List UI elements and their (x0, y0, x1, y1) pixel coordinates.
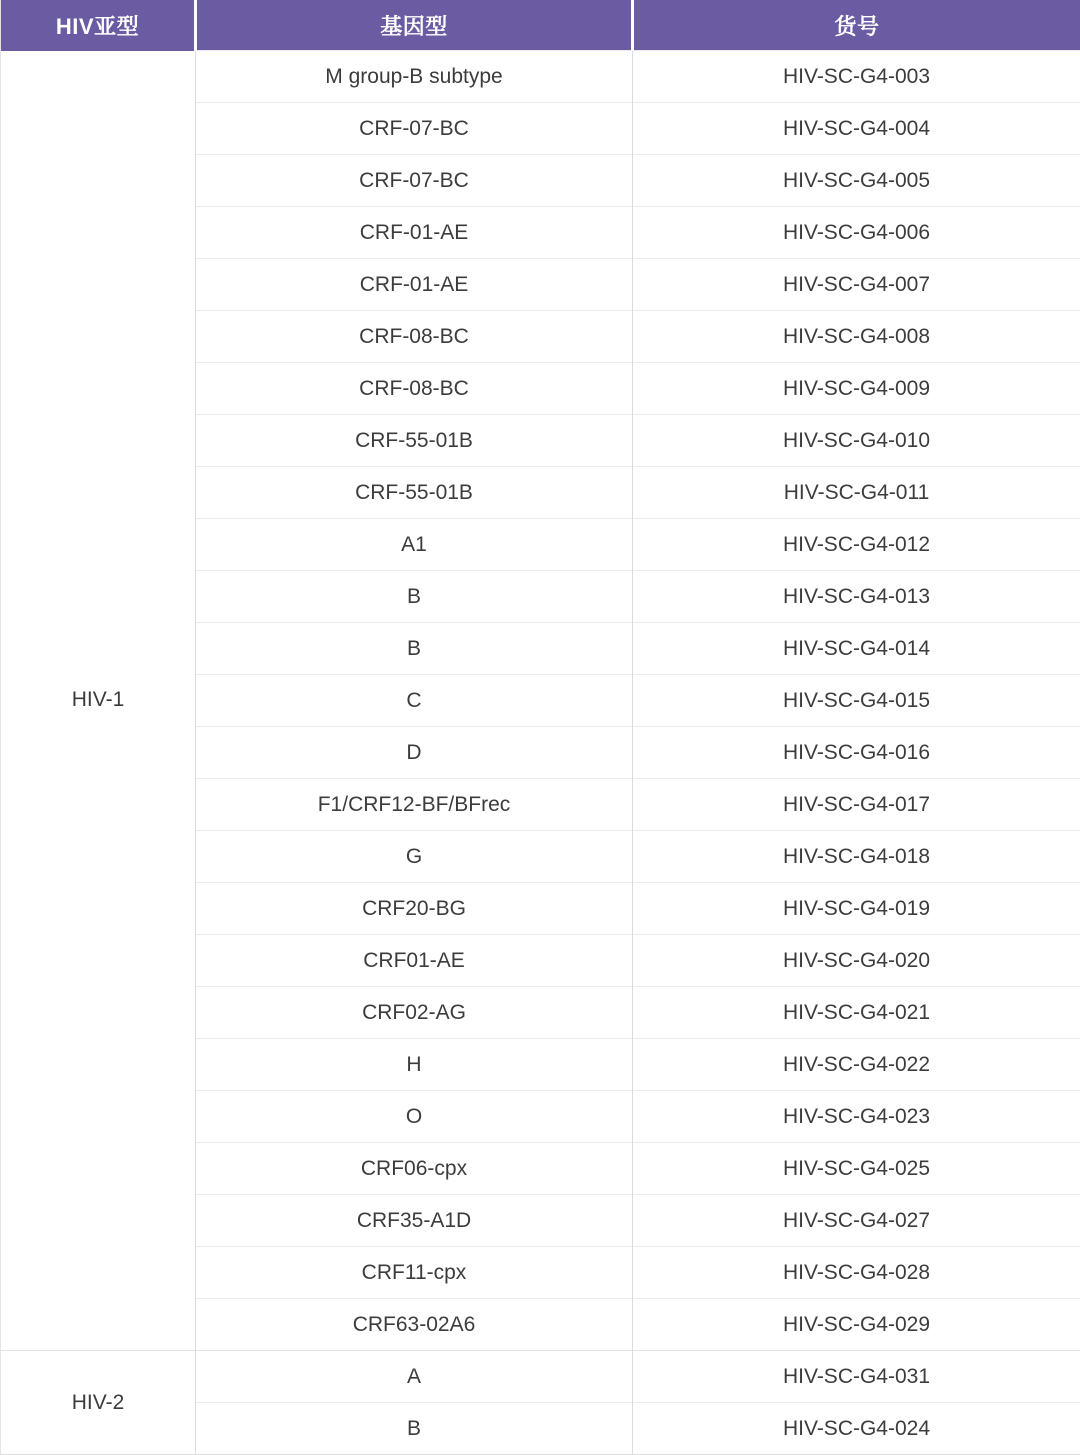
genotype-cell: CRF-07-BC (196, 103, 633, 155)
genotype-cell: CRF20-BG (196, 883, 633, 935)
catalog-cell: HIV-SC-G4-010 (633, 415, 1080, 467)
catalog-cell: HIV-SC-G4-025 (633, 1143, 1080, 1195)
table-header (1, 0, 1080, 51)
genotype-cell: B (196, 623, 633, 675)
catalog-cell: HIV-SC-G4-024 (633, 1403, 1080, 1455)
catalog-cell: HIV-SC-G4-029 (633, 1299, 1080, 1351)
table-row (1, 1351, 1080, 1403)
header-hiv-subtype: HIV亚型 (1, 0, 196, 51)
catalog-cell: HIV-SC-G4-005 (633, 155, 1080, 207)
table-row (1, 51, 1080, 103)
genotype-cell: CRF35-A1D (196, 1195, 633, 1247)
genotype-cell: O (196, 1091, 633, 1143)
catalog-cell: HIV-SC-G4-006 (633, 207, 1080, 259)
catalog-cell: HIV-SC-G4-018 (633, 831, 1080, 883)
catalog-cell: HIV-SC-G4-012 (633, 519, 1080, 571)
genotype-cell: CRF-01-AE (196, 207, 633, 259)
genotype-cell: CRF11-cpx (196, 1247, 633, 1299)
catalog-cell: HIV-SC-G4-022 (633, 1039, 1080, 1091)
catalog-cell: HIV-SC-G4-017 (633, 779, 1080, 831)
genotype-cell: C (196, 675, 633, 727)
header-catalog-number: 货号 (633, 0, 1080, 51)
catalog-cell: HIV-SC-G4-021 (633, 987, 1080, 1039)
genotype-cell: CRF01-AE (196, 935, 633, 987)
catalog-cell: HIV-SC-G4-003 (633, 51, 1080, 103)
catalog-cell: HIV-SC-G4-031 (633, 1351, 1080, 1403)
genotype-cell: F1/CRF12-BF/BFrec (196, 779, 633, 831)
genotype-cell: G (196, 831, 633, 883)
catalog-cell: HIV-SC-G4-027 (633, 1195, 1080, 1247)
genotype-cell: H (196, 1039, 633, 1091)
catalog-cell: HIV-SC-G4-015 (633, 675, 1080, 727)
catalog-cell: HIV-SC-G4-013 (633, 571, 1080, 623)
catalog-cell: HIV-SC-G4-028 (633, 1247, 1080, 1299)
catalog-cell: HIV-SC-G4-016 (633, 727, 1080, 779)
genotype-cell: A1 (196, 519, 633, 571)
catalog-cell: HIV-SC-G4-004 (633, 103, 1080, 155)
header-genotype: 基因型 (196, 0, 633, 51)
genotype-cell: CRF-55-01B (196, 415, 633, 467)
genotype-cell: CRF63-02A6 (196, 1299, 633, 1351)
genotype-cell: CRF02-AG (196, 987, 633, 1039)
catalog-cell: HIV-SC-G4-020 (633, 935, 1080, 987)
genotype-cell: D (196, 727, 633, 779)
catalog-cell: HIV-SC-G4-014 (633, 623, 1080, 675)
genotype-cell: CRF06-cpx (196, 1143, 633, 1195)
genotype-cell: A (196, 1351, 633, 1403)
genotype-cell: CRF-01-AE (196, 259, 633, 311)
genotype-cell: CRF-55-01B (196, 467, 633, 519)
header-row (1, 0, 1080, 51)
catalog-cell: HIV-SC-G4-011 (633, 467, 1080, 519)
catalog-cell: HIV-SC-G4-019 (633, 883, 1080, 935)
genotype-cell: CRF-08-BC (196, 311, 633, 363)
catalog-cell: HIV-SC-G4-008 (633, 311, 1080, 363)
catalog-cell: HIV-SC-G4-023 (633, 1091, 1080, 1143)
catalog-cell: HIV-SC-G4-009 (633, 363, 1080, 415)
genotype-cell: CRF-08-BC (196, 363, 633, 415)
genotype-cell: M group-B subtype (196, 51, 633, 103)
subtype-cell: HIV-1 (1, 51, 196, 1351)
table-body (1, 51, 1080, 1455)
genotype-cell: CRF-07-BC (196, 155, 633, 207)
genotype-cell: B (196, 1403, 633, 1455)
subtype-cell: HIV-2 (1, 1351, 196, 1455)
catalog-cell: HIV-SC-G4-007 (633, 259, 1080, 311)
genotype-cell: B (196, 571, 633, 623)
